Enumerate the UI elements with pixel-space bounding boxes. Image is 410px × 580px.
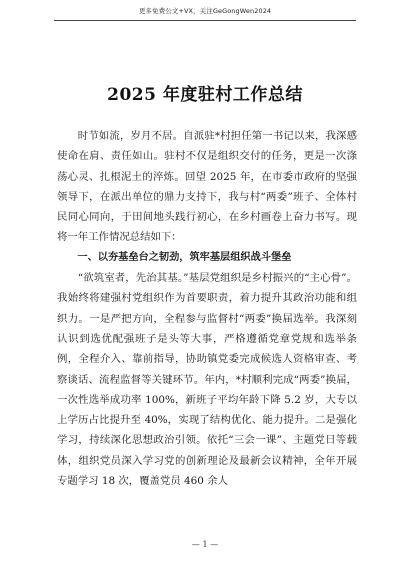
section-heading: 一、以夯基垒台之韧劲，筑牢基层组织战斗堡垒 <box>77 251 292 263</box>
document-title: 2025 年度驻村工作总结 <box>107 85 303 105</box>
page-number: — 1 — <box>191 540 219 549</box>
header-watermark: 更多免费公文+VX，关注GeGongWen2024 <box>138 7 272 15</box>
header-divider <box>54 20 356 21</box>
document-body <box>57 126 357 491</box>
body-paragraph: “欲筑室者，先治其基。”基层党组织是乡村振兴的“主心骨”。我始终将建强村党组织作为首要职责，着力提升其政治功能和组织力。一是严把方向，全程参与监督村“两委”换届选举。我深刻认识到选优配强班子是头等大事，严格遵循党章党规和选举条例，全程介入、靠前指导，协助镇党委完成候选人资格审查、考察谈话、流程监督等关键环节。年内，*村顺利完成“两委”换届，一次性选举成功率 100%，新班子平均年龄下降 5.2 岁，大专以上学历占比提升至 40%，实现了结构优化、能力提升。二是强化学习，持续深化思想政治引领。依托“三会一课”、主题党日等载体，组织党员深入学习党的创新理论及最新会议精神，全年开展专题学习 18 次，覆盖党员 460 余人 <box>57 272 357 488</box>
intro-paragraph: 时节如流，岁月不居。自派驻*村担任第一书记以来，我深感使命在肩、责任如山。驻村不仅是组织交付的任务，更是一次涤荡心灵、扎根泥土的淬炼。回望 2025 年，在市委市政府的坚强领导下，在派出单位的鼎力支持下，我与村“两委”班子、全体村民同心同向，于田间地头践行初心，在乡村画卷上奋力书写。现将一年工作情况总结如下： <box>57 130 357 244</box>
